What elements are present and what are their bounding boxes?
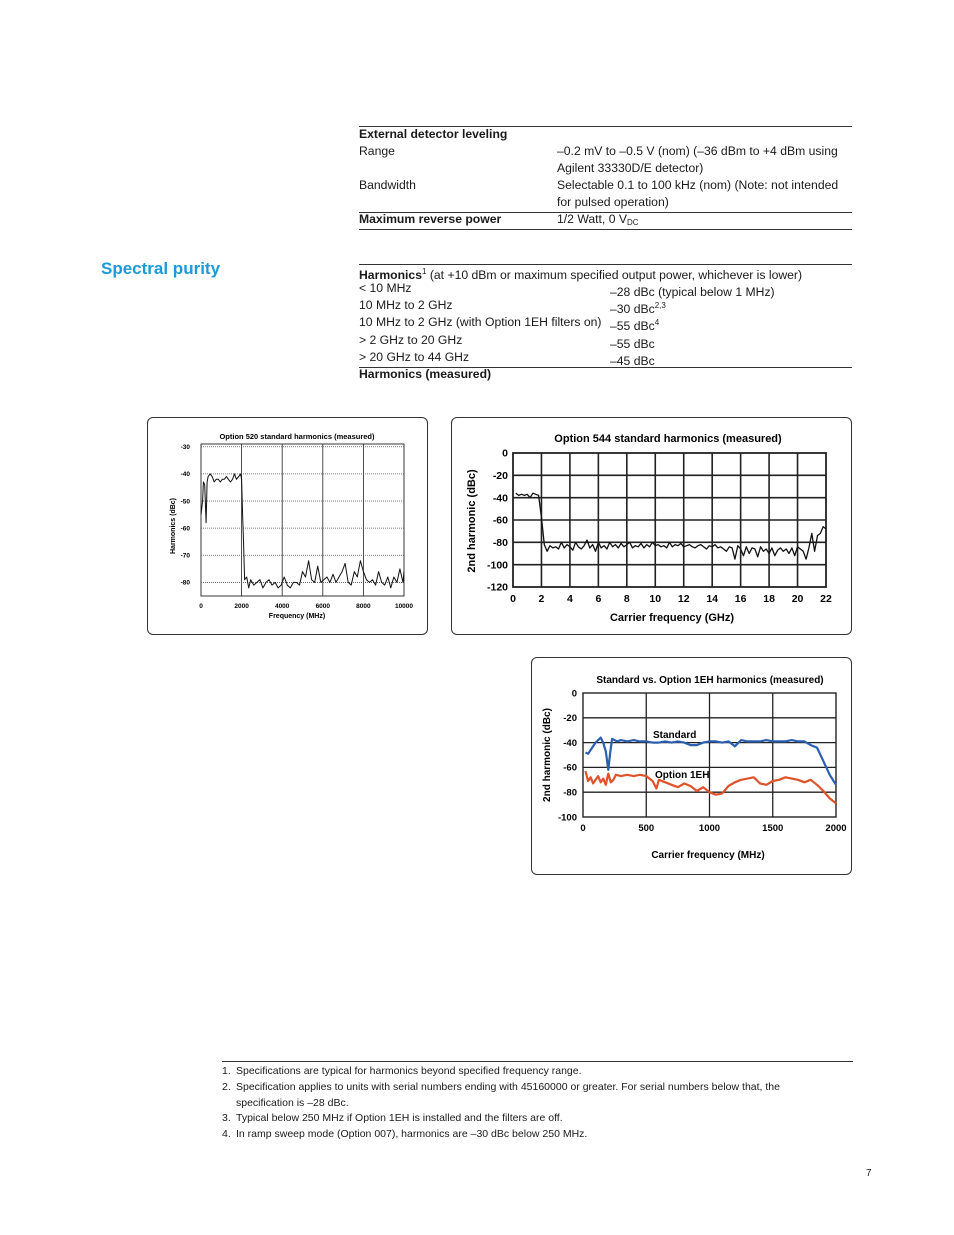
y-tick-label: -80 <box>492 537 508 550</box>
series-line-option-1eh <box>586 771 837 803</box>
x-tick-label: 4000 <box>274 603 290 610</box>
bandwidth-value: Selectable 0.1 to 100 kHz (nom) (Note: not intended <box>557 178 839 192</box>
footnote-rule <box>222 1061 853 1062</box>
harmonics-row-value: –55 dBc$^4$ <box>610 318 660 333</box>
y-tick-label: -60 <box>563 762 577 774</box>
range-label: Range <box>359 144 395 158</box>
x-tick-label: 8000 <box>356 603 371 610</box>
y-axis-label: Harmonics (dBc) <box>170 497 177 555</box>
chart-title: Option 520 standard harmonics (measured) <box>219 432 375 441</box>
y-tick-label: -120 <box>486 581 508 594</box>
x-tick-label: 2000 <box>825 823 847 834</box>
x-tick-label: 1000 <box>698 823 721 834</box>
footnote-text: In ramp sweep mode (Option 007), harmonics are –30 dBc below 250 MHz. <box>236 1128 588 1140</box>
table-bottom-rule <box>359 229 852 230</box>
harmonics-row-label: < 10 MHz <box>359 281 412 295</box>
harmonics-row-label: 10 MHz to 2 GHz (with Option 1EH filters on) <box>359 315 602 329</box>
y-tick-label: -50 <box>180 498 190 506</box>
x-tick-label: 0 <box>199 603 203 610</box>
chart-option-544-svg <box>452 418 853 636</box>
chart-option-520-svg <box>148 418 429 636</box>
x-tick-label: 1500 <box>762 823 784 834</box>
y-tick-label: -80 <box>563 787 577 799</box>
x-tick-label: 14 <box>706 593 719 605</box>
bandwidth-label: Bandwidth <box>359 178 416 192</box>
footnote-1 <box>222 1064 852 1080</box>
series-line-1 <box>516 493 826 559</box>
y-tick-label: -70 <box>180 552 190 560</box>
section-title: Spectral purity <box>101 259 221 278</box>
harmonics-row-label: 10 MHz to 2 GHz <box>359 298 453 312</box>
harmonics-row-label: > 20 GHz to 44 GHz <box>359 350 470 364</box>
range-value-cont: Agilent 33330D/E detector) <box>557 161 704 175</box>
harmonics-row-value: –45 dBc <box>610 354 655 368</box>
x-tick-label: 0 <box>510 593 516 605</box>
y-tick-label: 0 <box>571 688 577 700</box>
chart-title: Standard vs. Option 1EH harmonics (measured) <box>596 675 824 686</box>
harmonics-bottom-rule <box>359 367 852 368</box>
y-axis-label: 2nd harmonic (dBc) <box>542 708 553 802</box>
y-tick-label: -60 <box>492 514 508 527</box>
x-tick-label: 6 <box>595 593 602 605</box>
y-tick-label: -20 <box>492 470 508 483</box>
x-tick-label: 4 <box>566 593 573 605</box>
bandwidth-value-cont: for pulsed operation) <box>557 195 669 209</box>
x-tick-label: 2 <box>538 593 545 605</box>
harmonics-row-label: > 2 GHz to 20 GHz <box>359 333 463 347</box>
ext-detector-heading: External detector leveling <box>359 127 508 141</box>
footnote-2 <box>222 1080 852 1112</box>
series-line-standard <box>586 738 837 785</box>
x-tick-label: 10000 <box>394 603 414 610</box>
x-tick-label: 18 <box>763 593 775 605</box>
footnote-4 <box>222 1127 852 1143</box>
page-number: 7 <box>866 1168 872 1179</box>
x-axis-label: Frequency (MHz) <box>268 613 326 620</box>
chart-title: Option 544 standard harmonics (measured) <box>554 433 782 445</box>
x-tick-label: 22 <box>820 593 832 605</box>
x-tick-label: 0 <box>580 823 586 834</box>
y-tick-label: -100 <box>557 812 577 824</box>
x-tick-label: 16 <box>734 593 747 605</box>
footnote-number: 4. <box>222 1128 231 1140</box>
x-tick-label: 500 <box>638 823 655 834</box>
x-axis-label: Carrier frequency (MHz) <box>651 850 765 861</box>
x-tick-label: 10 <box>649 593 662 605</box>
y-tick-label: -30 <box>180 443 190 451</box>
y-tick-label: -40 <box>180 471 190 479</box>
footnote-text-cont: specification is –28 dBc. <box>236 1096 349 1109</box>
y-tick-label: -60 <box>180 525 190 533</box>
harmonics-heading: Harmonics$^1$ (at +10 dBm or maximum specified output power, whichever is lower) <box>359 267 803 282</box>
annotation-option-1eh: Option 1EH <box>655 770 710 781</box>
y-axis-label: 2nd harmonic (dBc) <box>466 469 478 573</box>
y-tick-label: -100 <box>486 559 508 572</box>
footnote-3 <box>222 1111 852 1127</box>
x-tick-label: 2000 <box>234 603 249 610</box>
harmonics-row-value: –28 dBc (typical below 1 MHz) <box>610 285 775 299</box>
plot-area <box>181 444 414 610</box>
chart-standard-vs-1eh <box>531 657 852 875</box>
y-tick-label: 0 <box>502 447 508 460</box>
footnote-number: 2. <box>222 1081 231 1093</box>
chart-option-544 <box>451 417 852 635</box>
y-tick-label: -40 <box>563 737 577 749</box>
footnote-number: 1. <box>222 1065 231 1077</box>
harmonics-row-value: –30 dBc$^{2,3}$ <box>610 301 666 316</box>
chart-standard-vs-1eh-svg <box>532 658 853 876</box>
annotation-standard: Standard <box>653 730 697 741</box>
y-tick-label: -20 <box>563 713 577 725</box>
footnote-text: Specification applies to units with serial numbers ending with 45160000 or greater. For serial numbers below that, the <box>236 1081 780 1093</box>
max-reverse-value: 1/2 Watt, 0 $V_{DC}$ <box>557 212 639 227</box>
x-axis-label: Carrier frequency (GHz) <box>609 612 735 624</box>
series-line-1 <box>201 474 404 588</box>
y-tick-label: -40 <box>492 492 508 505</box>
range-value: –0.2 mV to –0.5 V (nom) (–36 dBm to +4 dBm using <box>557 144 838 158</box>
x-tick-label: 6000 <box>315 603 331 610</box>
x-tick-label: 8 <box>623 593 630 605</box>
y-tick-label: -80 <box>180 579 190 587</box>
harmonics-measured-label: Harmonics (measured) <box>359 367 492 381</box>
plot-area <box>558 688 847 834</box>
x-tick-label: 20 <box>791 593 804 605</box>
footnote-number: 3. <box>222 1112 231 1124</box>
footnote-text: Typical below 250 MHz if Option 1EH is installed and the filters are off. <box>236 1112 563 1124</box>
plot-area <box>487 448 832 605</box>
chart-option-520 <box>147 417 428 635</box>
harmonics-row-value: –55 dBc <box>610 337 655 351</box>
max-reverse-label: Maximum reverse power <box>359 212 502 226</box>
x-tick-label: 12 <box>677 593 690 605</box>
footnote-text: Specifications are typical for harmonics beyond specified frequency range. <box>236 1065 582 1077</box>
